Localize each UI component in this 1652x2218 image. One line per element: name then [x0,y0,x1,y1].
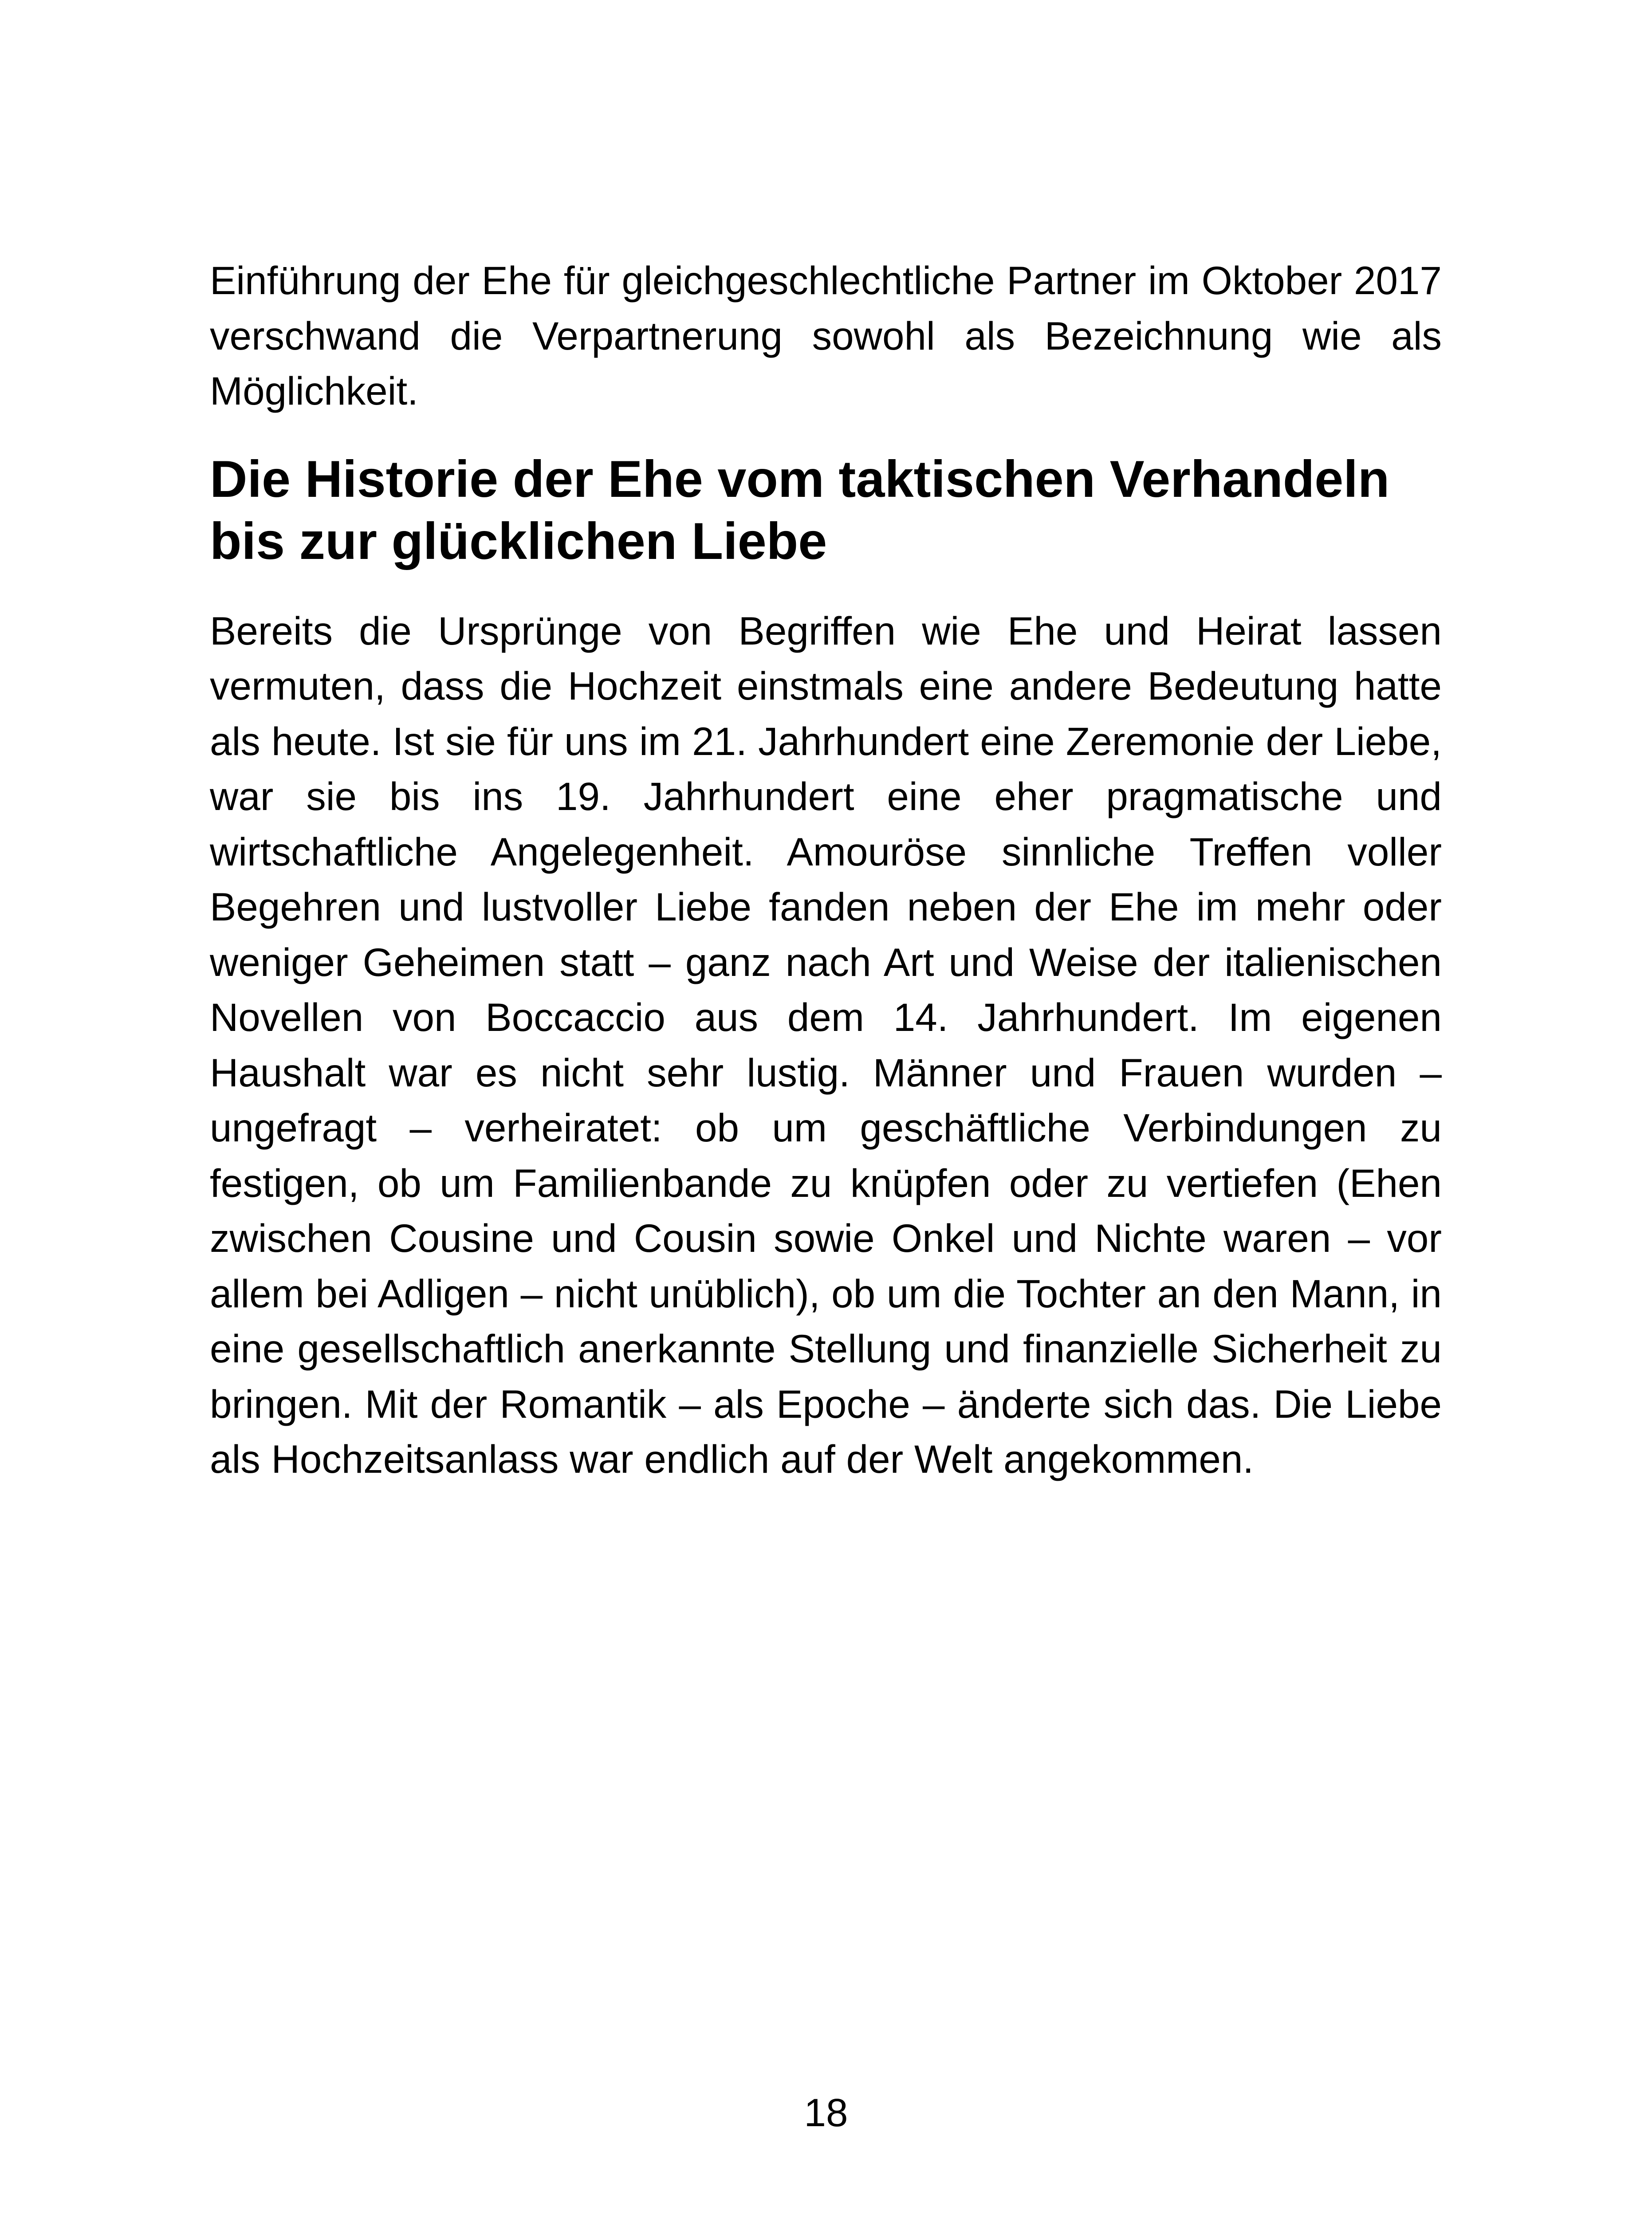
page-content [210,253,1442,1487]
intro-paragraph: Einführung der Ehe für gleichgeschlechtliche Partner im Oktober 2017 verschwand die Verpartnerung sowohl als Bezeichnung wie als Möglichkeit. [210,258,1442,413]
body-paragraph: Bereits die Ursprünge von Begriffen wie Ehe und Heirat lassen vermuten, dass die Hochzeit einstmals eine andere Bedeutung hatte als heute. Ist sie für uns im 21. Jahrhundert eine Zeremonie der Liebe, war sie bis ins 19. Jahrhundert eine eher pragmatische und wirtschaftliche Angelegenheit. Amouröse sinnliche Treffen voller Begehren und lustvoller Liebe fanden neben der Ehe im mehr oder weniger Geheimen statt – ganz nach Art und Weise der italienischen Novellen von Boccaccio aus dem 14. Jahrhundert. Im eigenen Haushalt war es nicht sehr lustig. Männer und Frauen wurden – ungefragt – verheiratet: ob um geschäftliche Verbindungen zu festigen, ob um Familienbande zu knüpfen oder zu vertiefen (Ehen zwischen Cousine und Cousin sowie Onkel und Nichte waren – vor allem bei Adligen – nicht unüblich), ob um die Tochter an den Mann, in eine gesellschaftlich anerkannte Stellung und finanzielle Sicherheit zu bringen. Mit der Romantik – als Epoche – änderte sich das. Die Liebe als Hochzeitsanlass war endlich auf der Welt angekommen. [210,608,1442,1481]
section-heading: Die Historie der Ehe vom taktischen Verhandeln bis zur glücklichen Liebe [210,449,1390,570]
page-number: 18 [804,2090,848,2135]
